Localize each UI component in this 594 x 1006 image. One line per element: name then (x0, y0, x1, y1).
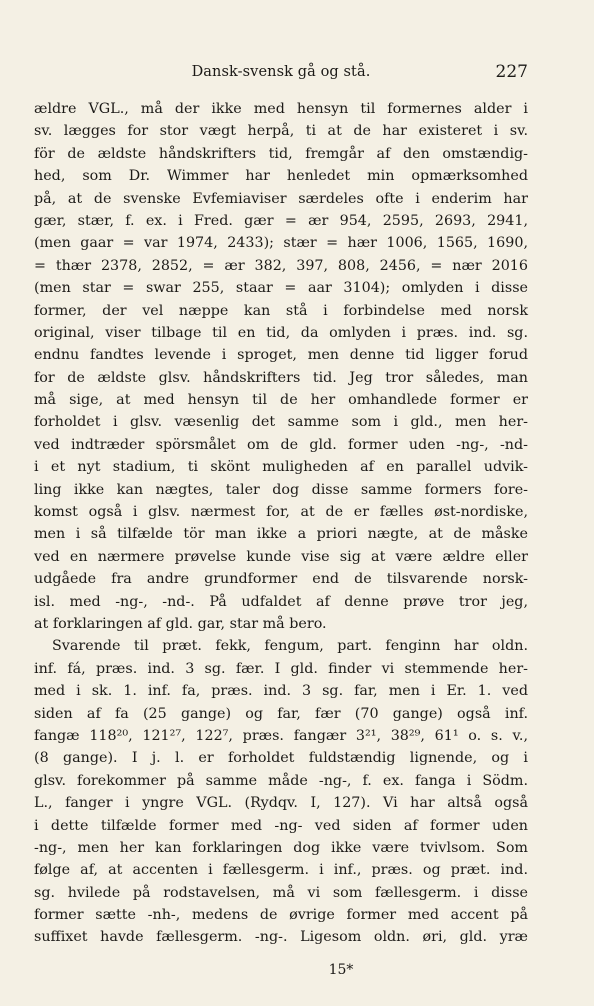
text-line: former, der vel næppe kan stå i forbindelse med norsk (34, 302, 528, 319)
signature-text: 15* (328, 962, 354, 978)
text-line: siden af fa (25 gange) og far, fær (70 gange) også inf. (34, 705, 528, 722)
text-line: ved en nærmere prøvelse kunde vise sig at være ældre eller (34, 548, 528, 565)
signature-mark (34, 962, 528, 978)
text-line: men i så tilfælde tör man ikke a priori nægte, at de måske (34, 526, 528, 543)
text-line: glsv. forekommer på samme måde -ng-, f. ex. fanga i Södm. (34, 772, 528, 789)
text-line: endnu fandtes levende i sproget, men denne tid ligger forud (34, 347, 528, 364)
text-line: ling ikke kan nægtes, taler dog disse samme formers fore- (34, 481, 528, 498)
text-line: Svarende til præt. fekk, fengum, part. fenginn har oldn. (52, 638, 528, 655)
text-line: ældre VGL., må der ikke med hensyn til formernes alder i (34, 101, 528, 117)
text-line: ved indtræder spörsmålet om de gld. former uden -ng-, -nd- (34, 436, 528, 453)
text-line: må sige, at med hensyn til de her omhandlede former er (34, 392, 528, 409)
page-number: 227 (495, 62, 528, 82)
text-line: for de ældste glsv. håndskrifters tid. Jeg tror således, man (34, 369, 528, 386)
text-line: udgåede fra andre grundformer end de tilsvarende norsk- (34, 571, 528, 588)
text-line: gær, stær, f. ex. i Fred. gær = ær 954, 2595, 2693, 2941, (34, 212, 528, 229)
page-header (34, 64, 528, 86)
text-line: (men star = swar 255, staar = aar 3104); omlyden i disse (34, 280, 528, 297)
text-line: sg. hvilede på rodstavelsen, må vi som fællesgerm. i disse (34, 884, 528, 901)
text-line: = thær 2378, 2852, = ær 382, 397, 808, 2456, = nær 2016 (34, 257, 528, 274)
text-line: isl. med -ng-, -nd-. På udfaldet af denne prøve tror jeg, (34, 593, 528, 610)
text-line: på, at de svenske Evfemiaviser særdeles ofte i enderim har (34, 190, 528, 207)
text-line: komst også i glsv. nærmest for, at de er fælles øst-nordiske, (34, 504, 528, 521)
text-line: inf. fá, præs. ind. 3 sg. fær. I gld. finder vi stemmende her- (34, 660, 528, 677)
text-line: former sætte -nh-, medens de øvrige former med accent på (34, 907, 528, 924)
text-line: (men gaar = var 1974, 2433); stær = hær 1006, 1565, 1690, (34, 235, 528, 252)
text-line: -ng-, men her kan forklaringen dog ikke være tvivlsom. Som (34, 839, 528, 856)
text-line: hed, som Dr. Wimmer har henledet min opmærksomhed (34, 168, 528, 185)
text-line: suffixet havde fællesgerm. -ng-. Ligesom oldn. øri, gld. yræ (34, 929, 528, 946)
running-title: Dansk-svensk gå og stå. (191, 64, 371, 80)
text-line: med i sk. 1. inf. fa, præs. ind. 3 sg. far, men i Er. 1. ved (34, 683, 528, 700)
body-text (34, 98, 528, 949)
text-line: i dette tilfælde former med -ng- ved siden af former uden (34, 817, 528, 834)
text-line: för de ældste håndskrifters tid, fremgår af den omstændig- (34, 145, 528, 162)
text-line: i et nyt stadium, ti skönt muligheden af en parallel udvik- (34, 459, 528, 476)
text-line: fangæ 118²⁰, 121²⁷, 122⁷, præs. fangær 3²¹, 38²⁹, 61¹ o. s. v., (34, 727, 528, 744)
text-line: L., fanger i yngre VGL. (Rydqv. I, 127). Vi har altså også (34, 795, 528, 812)
text-line: (8 gange). I j. l. er forholdet fuldstændig lignende, og i (34, 750, 528, 767)
text-line: forholdet i glsv. væsenlig det samme som i gld., men her- (34, 414, 528, 431)
text-line: sv. lægges for stor vægt herpå, ti at de har existeret i sv. (34, 123, 528, 140)
text-line: at forklaringen af gld. gar, star må bero. (34, 615, 327, 632)
text-line: følge af, at accenten i fællesgerm. i inf., præs. og præt. ind. (34, 862, 528, 879)
text-line: original, viser tilbage til en tid, da omlyden i præs. ind. sg. (34, 324, 528, 341)
